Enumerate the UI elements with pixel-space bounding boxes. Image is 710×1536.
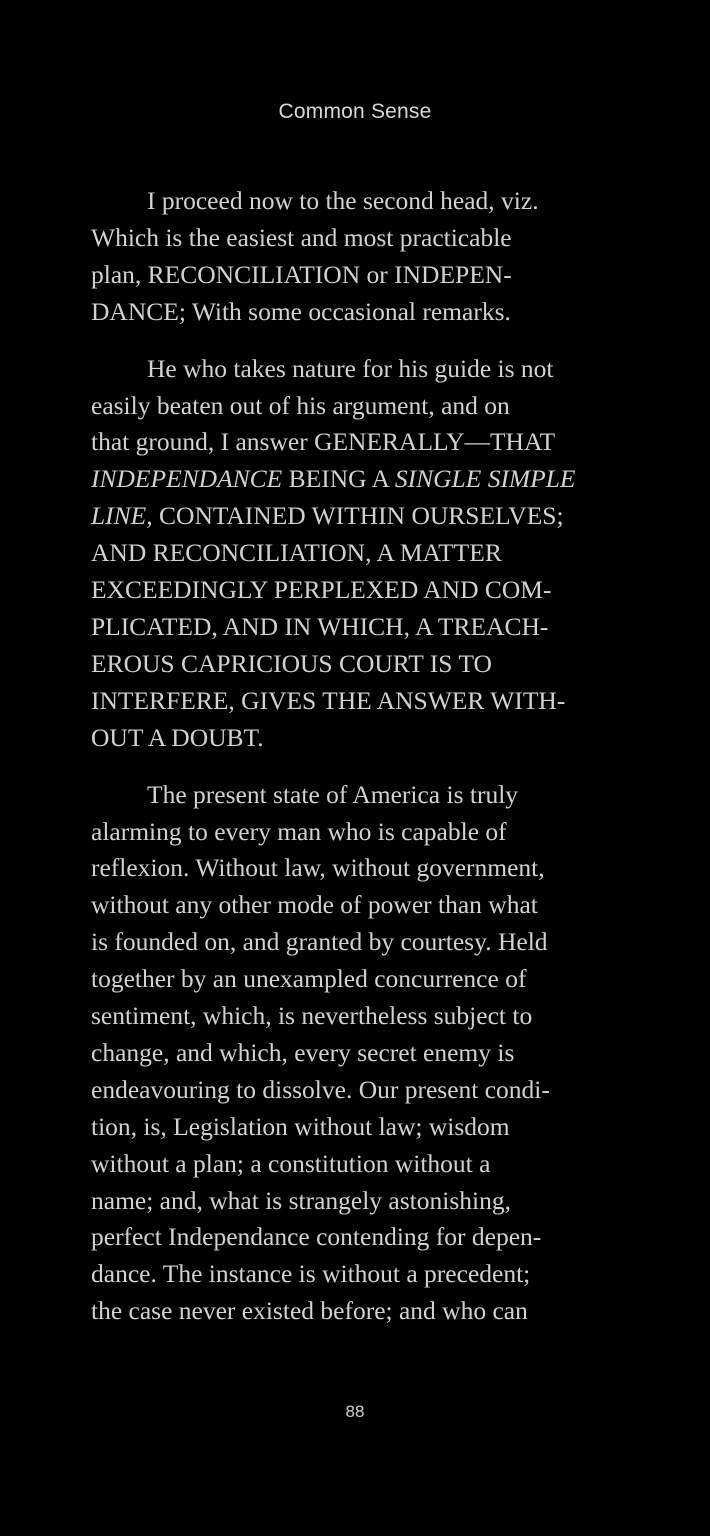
text-run: AND RECONCILIATION, A MATTER <box>91 538 502 568</box>
text-paragraph <box>91 351 631 757</box>
text-run: BEING A <box>282 464 395 494</box>
text-line <box>91 683 631 720</box>
text-line <box>91 887 631 924</box>
text-run: together by an unexampled concurrence of <box>91 964 527 994</box>
text-line <box>91 720 631 757</box>
text-run: CONTAINED WITHIN OURSELVES; <box>152 501 564 531</box>
text-line <box>91 1256 631 1293</box>
text-run: is founded on, and granted by courtesy. Held <box>91 927 548 957</box>
text-line <box>91 924 631 961</box>
text-line <box>91 351 631 388</box>
text-line <box>91 1183 631 1220</box>
text-line <box>91 183 631 220</box>
text-run: sentiment, which, is nevertheless subject to <box>91 1001 533 1031</box>
text-line <box>91 814 631 851</box>
text-line <box>91 572 631 609</box>
text-run: tion, is, Legislation without law; wisdom <box>91 1111 510 1141</box>
text-run: OUT A DOUBT. <box>91 722 264 752</box>
text-line <box>91 294 631 331</box>
text-line <box>91 461 631 498</box>
text-run: PLICATED, AND IN WHICH, A TREACH- <box>91 611 549 641</box>
text-paragraph <box>91 183 631 331</box>
text-run: EXCEEDINGLY PERPLEXED AND COM- <box>91 575 552 605</box>
text-line <box>91 1293 631 1330</box>
text-line <box>91 1146 631 1183</box>
text-line <box>91 535 631 572</box>
text-run: Which is the easiest and most practicable <box>91 222 512 252</box>
text-run: alarming to every man who is capable of <box>91 816 507 846</box>
text-line <box>91 388 631 425</box>
italic-text-run: INDEPENDANCE <box>91 464 283 494</box>
book-title: Common Sense <box>278 100 432 123</box>
text-run: endeavouring to dissolve. Our present condi- <box>91 1074 550 1104</box>
text-run: The present state of America is truly <box>147 779 519 809</box>
italic-text-run: SINGLE SIMPLE <box>394 464 576 494</box>
text-run: dance. The instance is without a precedent; <box>91 1259 531 1289</box>
text-line <box>91 609 631 646</box>
text-run: EROUS CAPRICIOUS COURT IS TO <box>91 648 492 678</box>
text-line <box>91 498 631 535</box>
text-line <box>91 220 631 257</box>
text-run: without a plan; a constitution without a <box>91 1148 491 1178</box>
page-text[interactable] <box>91 183 631 1350</box>
text-run: plan, RECONCILIATION or INDEPEN- <box>91 259 512 289</box>
text-line <box>91 1109 631 1146</box>
text-run: name; and, what is strangely astonishing, <box>91 1185 511 1215</box>
page-number: 88 <box>345 1402 365 1421</box>
text-run: perfect Independance contending for depen- <box>91 1222 542 1252</box>
text-line <box>91 1219 631 1256</box>
text-paragraph <box>91 777 631 1331</box>
text-run: reflexion. Without law, without government, <box>91 853 545 883</box>
text-run: that ground, I answer GENERALLY—THAT <box>91 427 556 457</box>
text-line <box>91 1072 631 1109</box>
text-line <box>91 257 631 294</box>
text-line <box>91 850 631 887</box>
text-run: the case never existed before; and who can <box>91 1296 528 1326</box>
text-run: without any other mode of power than what <box>91 890 538 920</box>
text-run: DANCE; With some occasional remarks. <box>91 296 511 326</box>
text-line <box>91 1035 631 1072</box>
text-line <box>91 998 631 1035</box>
text-line <box>91 424 631 461</box>
text-run: INTERFERE, GIVES THE ANSWER WITH- <box>91 685 566 715</box>
text-run: change, and which, every secret enemy is <box>91 1037 515 1067</box>
text-run: I proceed now to the second head, viz. <box>147 186 539 215</box>
text-line <box>91 646 631 683</box>
text-run: He who takes nature for his guide is not <box>147 353 554 383</box>
text-run: easily beaten out of his argument, and on <box>91 390 510 420</box>
text-line <box>91 777 631 814</box>
italic-text-run: LINE, <box>91 501 153 531</box>
text-line <box>91 961 631 998</box>
